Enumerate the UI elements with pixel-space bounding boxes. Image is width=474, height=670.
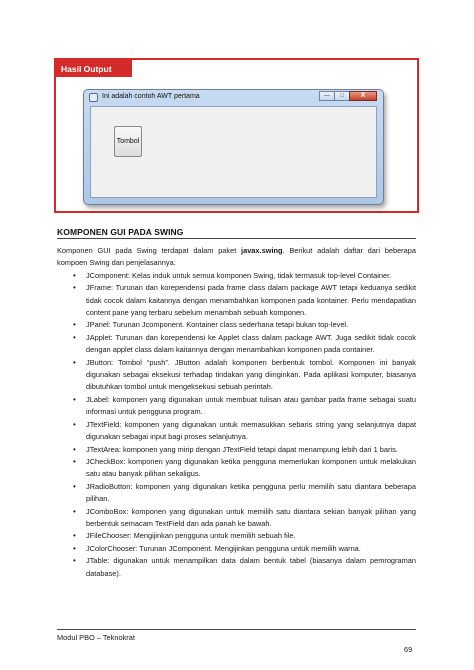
intro-text: Komponen GUI pada Swing terdapat dalam paket bbox=[57, 246, 242, 255]
list-item: • JButton: Tombol “push”. JButton adalah komponen berbentuk tombol. Komponen ini banyak digunakan sebagai eksekusi terhadap tindakan yang diinginkan. Pada aplikasi komputer, biasanya dibutuhkan tombol untuk mengeksekusi sebuah perintah. bbox=[57, 357, 416, 394]
list-item: • JFileChooser: Mengijinkan pengguna untuk memilih sebuah file. bbox=[57, 530, 416, 542]
list-item: • JTable: digunakan untuk menampilkan data dalam bentuk tabel (biasanya dalam pemrograman database). bbox=[57, 555, 416, 580]
maximize-icon[interactable]: □ bbox=[334, 91, 350, 101]
section-heading: KOMPONEN GUI PADA SWING bbox=[57, 227, 184, 237]
page-number: 69 bbox=[404, 645, 413, 654]
window-app-icon bbox=[89, 93, 98, 102]
list-item: • JRadioButton: komponen yang digunakan ketika pengguna perlu memilih satu diantara beberapa pilihan. bbox=[57, 481, 416, 506]
output-label: Hasil Output bbox=[56, 60, 132, 77]
window-controls bbox=[319, 91, 377, 102]
footer-text: Modul PBO – Teknokrat bbox=[57, 633, 135, 642]
output-box bbox=[54, 58, 419, 213]
component-list bbox=[57, 270, 416, 580]
window-title: Ini adalah contoh AWT pertama bbox=[102, 93, 200, 100]
section-content bbox=[57, 245, 416, 580]
tombol-button[interactable]: Tombol bbox=[114, 126, 142, 157]
list-item: • JComboBox: komponen yang digunakan untuk memilih satu diantara sekian banyak pilihan yang berbentuk semacam TextField dan ada panah ke bawah. bbox=[57, 506, 416, 531]
intro-paragraph bbox=[57, 245, 416, 270]
list-item: • JFrame: Turunan dan korependensi pada frame class dalam package AWT tetapi keduanya sedikit tidak cocok dalam kaitannya dengan menambahkan komponen pada kontainer. Perlu mendapatkan content pane yang terbaru sebelum menambah sebuah komponen. bbox=[57, 282, 416, 319]
awt-window bbox=[83, 89, 384, 205]
list-item: • JColorChooser: Turunan JComponent. Mengijinkan pengguna untuk memilih warna. bbox=[57, 543, 416, 555]
list-item: • JTextArea: komponen yang mirip dengan JTextField tetapi dapat menampung lebih dari 1 baris. bbox=[57, 444, 416, 456]
list-item: • JLabel: komponen yang digunakan untuk membuat tulisan atau gambar pada frame sebagai suatu informasi untuk pengguna program. bbox=[57, 394, 416, 419]
heading-divider bbox=[57, 238, 416, 239]
close-icon[interactable]: X bbox=[349, 91, 377, 101]
list-item: • JCheckBox: komponen yang digunakan ketika pengguna memerlukan komponen untuk melakukan satu atau banyak pilihan sekaligus. bbox=[57, 456, 416, 481]
window-content bbox=[90, 106, 377, 198]
list-item: • JComponent: Kelas induk untuk semua komponen Swing, tidak termasuk top-level Container. bbox=[57, 270, 416, 282]
footer-divider bbox=[57, 629, 416, 630]
package-name: javax.swing bbox=[241, 246, 283, 255]
minimize-icon[interactable]: — bbox=[319, 91, 335, 101]
window-titlebar[interactable] bbox=[84, 90, 383, 106]
intro-text-end: . Berikut adalah daftar dari beberapa kompoen Swing dan penjelasannya. bbox=[57, 246, 416, 268]
list-item: • JTextField: komponen yang digunakan untuk memasukkan sebaris string yang selanjutnya dapat digunakan sebagai input bagi proses selanjutnya. bbox=[57, 419, 416, 444]
list-item: • JApplet: Turunan dan korependensi ke Applet class dalam package AWT. Juga sedikit tidak cocok dengan applet class dalam kaitannya dengan menambahkan komponen pada container. bbox=[57, 332, 416, 357]
list-item: • JPanel: Turunan Jcomponent. Kontainer class sederhana tetapi bukan top-level. bbox=[57, 319, 416, 331]
